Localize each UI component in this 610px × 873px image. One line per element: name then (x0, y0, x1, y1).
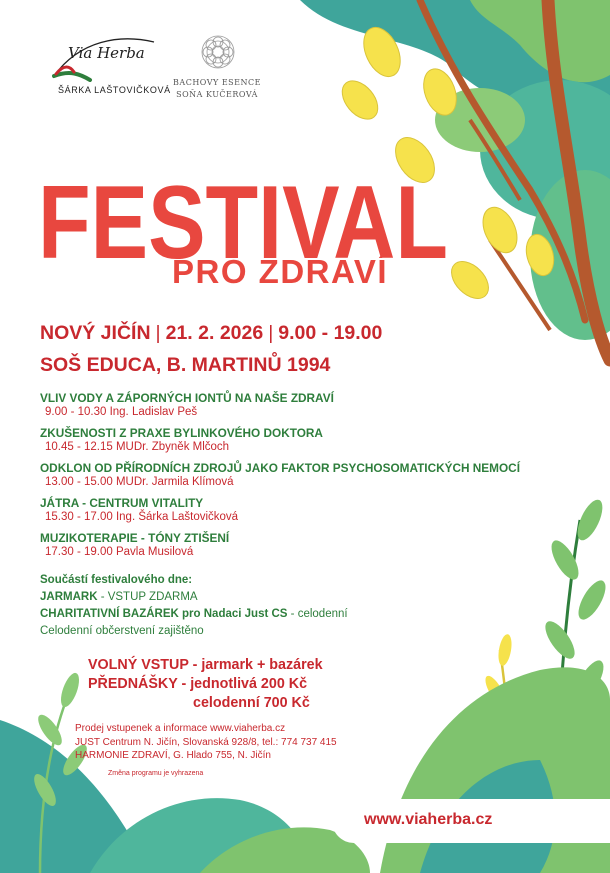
program-item-title: VLIV VODY A ZÁPORNÝCH IONTŮ NA NAŠE ZDRAVÍ (40, 391, 334, 405)
contact-line: Prodej vstupenek a informace www.viaherba.cz (75, 723, 286, 734)
via-herba-logo-text: Via Herba (68, 44, 145, 62)
bazar-note: - celodenní (287, 608, 348, 620)
price-lectures: PŘEDNÁŠKY - jednotlivá 200 Kč (88, 676, 308, 692)
price-full-day: celodenní 700 Kč (193, 695, 310, 711)
jarmark-note: - VSTUP ZDARMA (97, 591, 198, 603)
yellow-bud (335, 74, 385, 126)
price-free-entry: VOLNÝ VSTUP - jarmark + bazárek (88, 657, 323, 673)
leaf (57, 671, 82, 710)
event-date-line (40, 322, 382, 345)
leaf (540, 617, 580, 663)
contact-line: HARMONIE ZDRAVÍ, G. Hlado 755, N. Jičín (75, 750, 271, 761)
festival-extras (40, 572, 520, 640)
festival-subtitle: PRO ZDRAVÍ (172, 253, 389, 290)
extras-bazar (40, 606, 520, 623)
program-item-slot: 10.45 - 12.15 MUDr. Zbyněk Mlčoch (45, 441, 230, 453)
extras-food: Celodenní občerstvení zajištěno (40, 625, 204, 637)
program-item (40, 391, 560, 418)
separator: | (155, 322, 161, 344)
website-link[interactable]: www.viaherba.cz (364, 811, 493, 828)
bazar-label: CHARITATIVNÍ BAZÁREK pro Nadaci Just CS (40, 608, 288, 620)
extras-heading: Součástí festivalového dne: (40, 574, 193, 586)
event-venue: SOŠ EDUCA, B. MARTINŮ 1994 (40, 354, 331, 376)
logo-line-2: SOŇA KUČEROVÁ (176, 90, 258, 99)
mandala-icon (200, 34, 236, 70)
contact-line: JUST Centrum N. Jičín, Slovanská 928/8, tel.: 774 737 415 (75, 736, 337, 748)
price-info (88, 656, 323, 713)
program-item (40, 461, 560, 488)
event-time: 9.00 - 19.00 (278, 322, 383, 344)
program-item-slot: 15.30 - 17.00 Ing. Šárka Laštovičková (45, 511, 239, 523)
program-change-note: Změna programu je vyhrazena (108, 770, 204, 777)
program-item-slot: 13.00 - 15.00 MUDr. Jarmila Klímová (45, 476, 234, 488)
program-item-slot: 9.00 - 10.30 Ing. Ladislav Peš (45, 406, 198, 418)
website-banner (332, 799, 610, 843)
leaf (573, 576, 610, 623)
separator: | (268, 322, 274, 344)
via-herba-logo (50, 30, 171, 100)
bachovy-esence-logo (172, 32, 262, 104)
extras-jarmark (40, 589, 520, 606)
program-item-title: ZKUŠENOSTI Z PRAXE BYLINKOVÉHO DOKTORA (40, 426, 323, 440)
logo-line-1: BACHOVY ESENCE (173, 78, 261, 87)
event-city: NOVÝ JIČÍN (40, 322, 151, 344)
jarmark-label: JARMARK (40, 591, 98, 603)
logo-owner-name: ŠÁRKA LAŠTOVIČKOVÁ (58, 85, 171, 95)
yellow-bud (476, 202, 523, 258)
program-item (40, 531, 560, 558)
program-item (40, 426, 560, 453)
program-item-title: JÁTRA - CENTRUM VITALITY (40, 496, 204, 510)
contact-info (75, 722, 337, 763)
program-item (40, 496, 560, 523)
program-item-title: MUZIKOTERAPIE - TÓNY ZTIŠENÍ (40, 531, 230, 545)
program-list (40, 391, 560, 566)
event-date: 21. 2. 2026 (165, 322, 264, 344)
program-item-title: ODKLON OD PŘÍRODNÍCH ZDROJŮ JAKO FAKTOR PSYCHOSOMATICKÝCH NEMOCÍ (40, 461, 520, 475)
festival-title-text: FESTIVAL (38, 165, 448, 281)
program-item-slot: 17.30 - 19.00 Pavla Musilová (45, 546, 194, 558)
